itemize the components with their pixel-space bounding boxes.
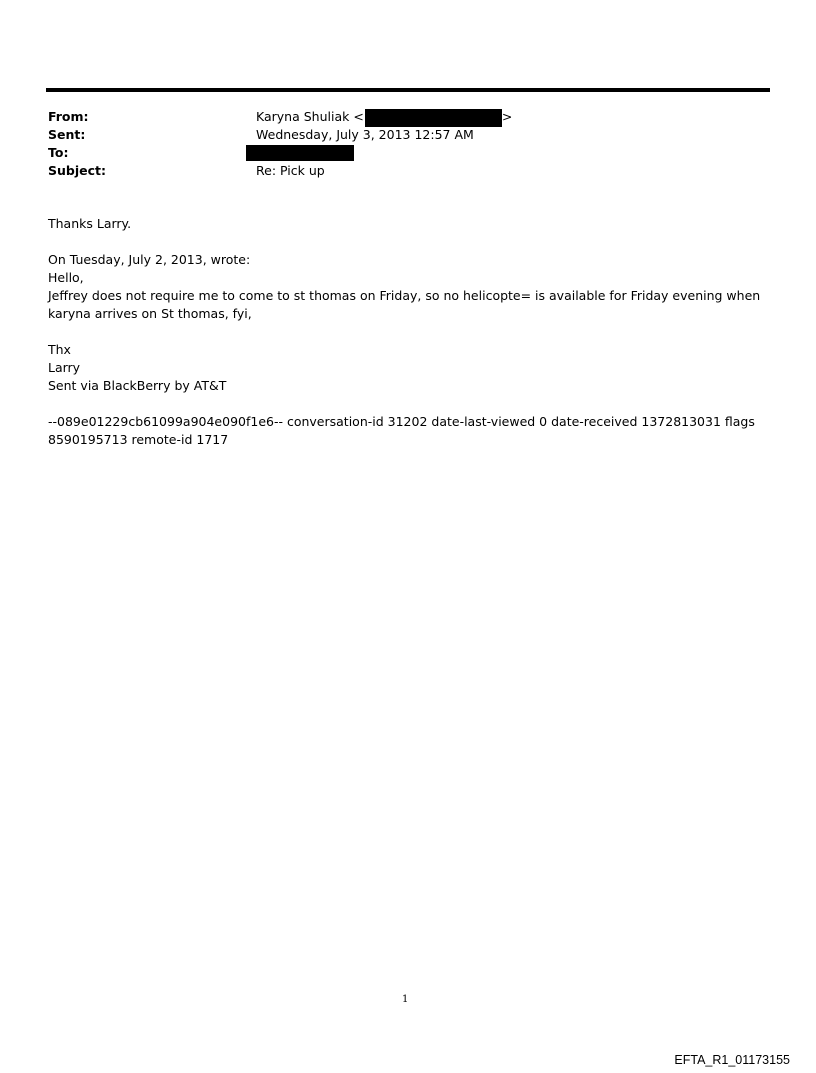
quote-signature: Larry xyxy=(48,360,81,375)
email-header xyxy=(48,108,768,180)
quote-hello: Hello, xyxy=(48,270,84,285)
quote-intro: On Tuesday, July 2, 2013, wrote: xyxy=(48,252,251,267)
metadata-text: --089e01229cb61099a904e090f1e6-- conversation-id 31202 date-last-viewed 0 date-received 1372813031 flags 8590195713 remote-id 1717 xyxy=(48,414,755,447)
to-label: To: xyxy=(48,145,69,160)
from-name: Karyna Shuliak < xyxy=(256,109,364,124)
from-value xyxy=(256,108,512,127)
page-number: 1 xyxy=(402,994,409,1005)
redaction-box xyxy=(365,109,502,127)
from-label: From: xyxy=(48,109,89,124)
from-row xyxy=(48,108,768,126)
subject-value: Re: Pick up xyxy=(256,163,325,178)
bates-number: EFTA_R1_01173155 xyxy=(674,1053,790,1067)
sent-row xyxy=(48,126,768,144)
to-row xyxy=(48,144,768,162)
redaction-box xyxy=(246,145,354,161)
header-rule xyxy=(46,88,770,92)
sent-value: Wednesday, July 3, 2013 12:57 AM xyxy=(256,127,474,142)
quote-thx: Thx xyxy=(48,342,71,357)
subject-label: Subject: xyxy=(48,163,106,178)
from-close: > xyxy=(501,109,513,124)
sent-label: Sent: xyxy=(48,127,86,142)
quote-paragraph: Jeffrey does not require me to come to st thomas on Friday, so no helicopte= is available for Friday evening when karyna arrives on St thomas, fyi, xyxy=(48,288,761,321)
greeting-line: Thanks Larry. xyxy=(48,216,132,231)
sent-via-line: Sent via BlackBerry by AT&T xyxy=(48,378,227,393)
subject-row xyxy=(48,162,768,180)
